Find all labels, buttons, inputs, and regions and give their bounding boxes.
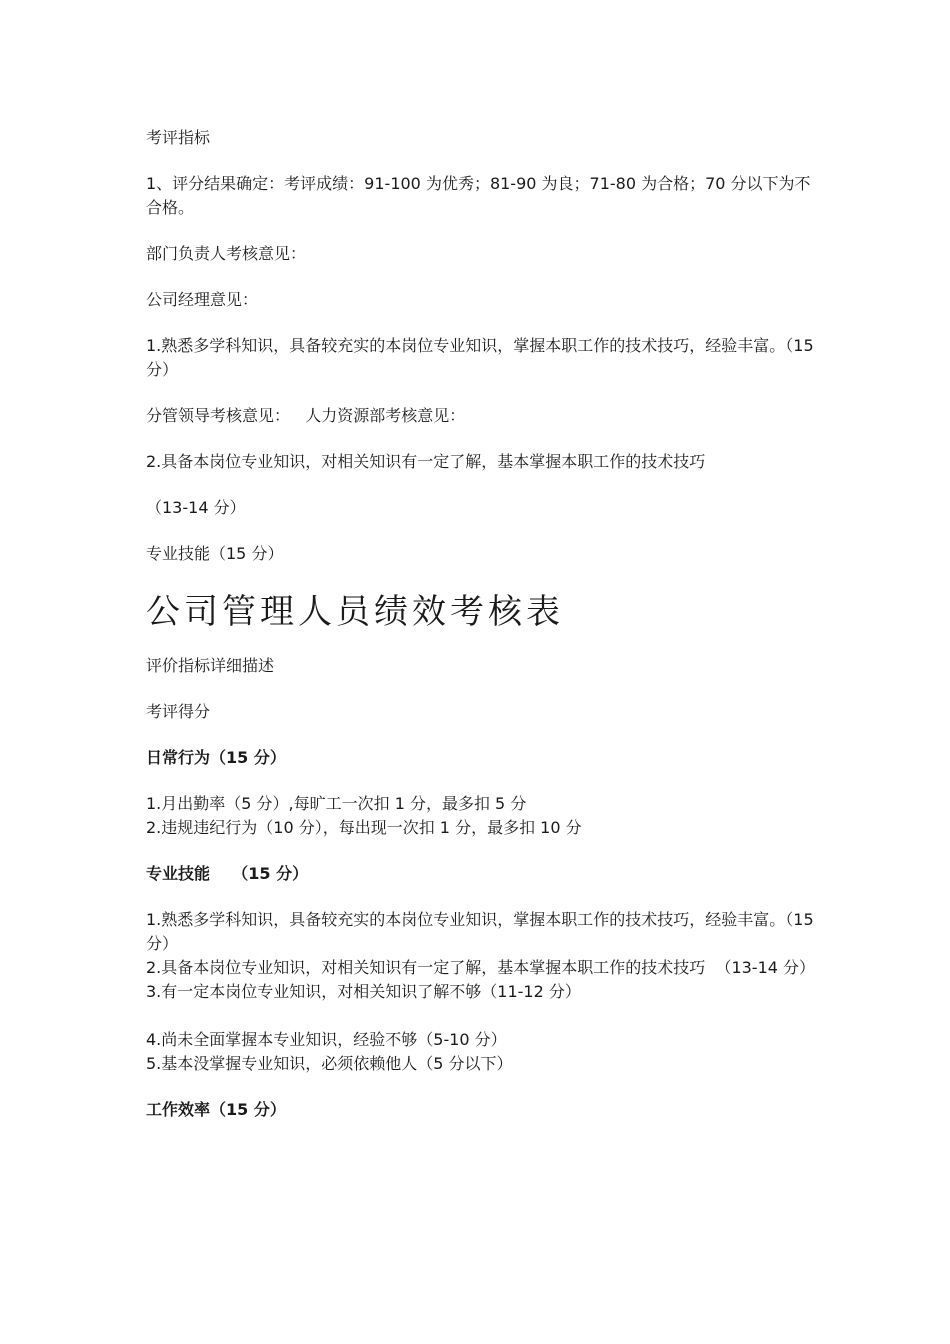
section-work-efficiency: 工作效率（15 分） bbox=[146, 1100, 286, 1119]
paragraph-skill-level-2: 2.具备本岗位专业知识，对相关知识有一定了解，基本掌握本职工作的技术技巧 bbox=[146, 452, 706, 471]
paragraph-professional-skill: 专业技能（15 分） bbox=[146, 544, 284, 563]
document-title: 公司管理人员绩效考核表 bbox=[146, 592, 564, 632]
paragraph-skill-level-1: 1.熟悉多学科知识，具备较充实的本岗位专业知识，掌握本职工作的技术技巧，经验丰富。（15 分） bbox=[146, 336, 814, 379]
list-item-skill-4: 4.尚未全面掌握本专业知识，经验不够（5-10 分） bbox=[146, 1030, 507, 1049]
paragraph-score-rules: 1、评分结果确定：考评成绩：91-100 为优秀；81-90 为良；71-80 为合格；70 分以下为不合格。 bbox=[146, 174, 811, 217]
paragraph-assessment-indicator: 考评指标 bbox=[146, 128, 211, 147]
paragraph-manager-opinion: 公司经理意见： bbox=[146, 290, 259, 309]
paragraph-indicator-description: 评价指标详细描述 bbox=[146, 656, 275, 675]
paragraph-assessment-score: 考评得分 bbox=[146, 702, 211, 721]
section-daily-behavior: 日常行为（15 分） bbox=[146, 748, 286, 767]
list-item-skill-3: 3.有一定本岗位专业知识，对相关知识了解不够（11-12 分） bbox=[146, 982, 581, 1001]
list-item-daily-2: 2.违规违纪行为（10 分），每出现一次扣 1 分，最多扣 10 分 bbox=[146, 818, 582, 837]
paragraph-skill-level-2-score: （13-14 分） bbox=[146, 498, 246, 517]
blank-line bbox=[146, 1004, 826, 1028]
paragraph-dept-head-opinion: 部门负责人考核意见： bbox=[146, 244, 307, 263]
list-item-skill-5: 5.基本没掌握专业知识，必须依赖他人（5 分以下） bbox=[146, 1054, 513, 1073]
paragraph-leader-hr-opinion: 分管领导考核意见： 人力资源部考核意见： bbox=[146, 406, 466, 425]
document-page bbox=[146, 126, 826, 1144]
list-item-daily-1: 1.月出勤率（5 分）,每旷工一次扣 1 分，最多扣 5 分 bbox=[146, 794, 527, 813]
list-item-skill-1: 1.熟悉多学科知识，具备较充实的本岗位专业知识，掌握本职工作的技术技巧，经验丰富。（15 分） bbox=[146, 910, 814, 953]
list-item-skill-2: 2.具备本岗位专业知识，对相关知识有一定了解，基本掌握本职工作的技术技巧 （13-14 分） bbox=[146, 958, 816, 977]
section-professional-skill: 专业技能 （15 分） bbox=[146, 864, 309, 883]
